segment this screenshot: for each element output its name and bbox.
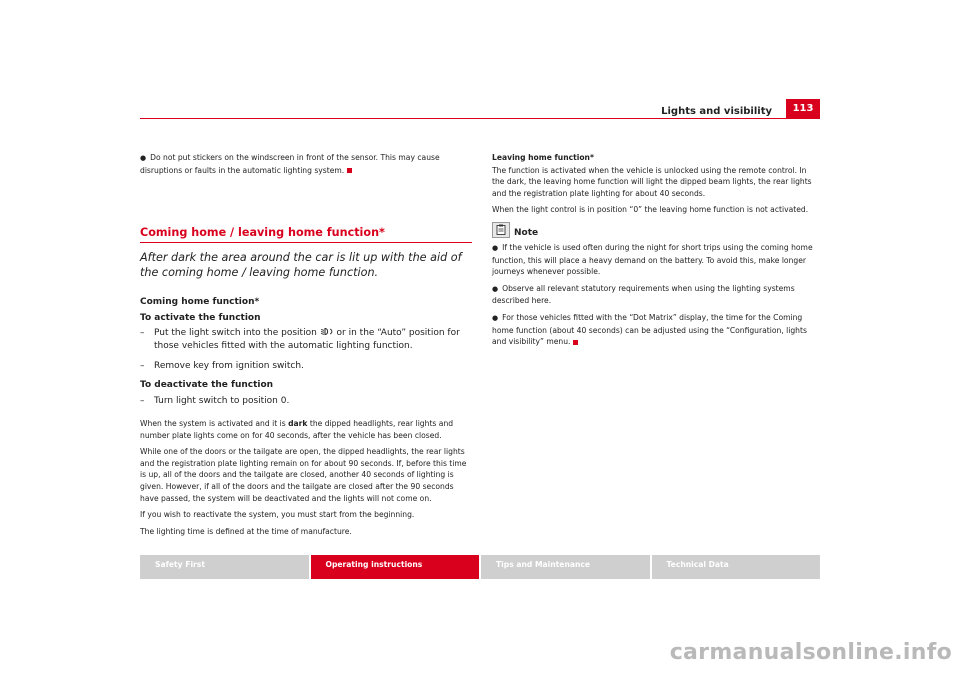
- note-item-1-text: If the vehicle is used often during the night for short trips using the coming home function, this will place a heavy demand on the battery. To avoid this, make longer journeys whenever possible.: [492, 242, 813, 277]
- note-item-3: [492, 312, 820, 348]
- activate-step-1: [140, 327, 472, 354]
- details-paragraph-4: The lighting time is defined at the time of manufacture.: [140, 526, 352, 536]
- section-end-icon: [347, 168, 352, 173]
- note-item-2-text: Observe all relevant statutory requirements when using the lighting systems described here.: [492, 283, 795, 306]
- note-item-1: [492, 242, 820, 278]
- activate-step-1-text-b: or in the “Auto” position for those vehicles fitted with the automatic lighting function.: [154, 328, 460, 352]
- left-column: [140, 152, 472, 542]
- details-paragraph-3: If you wish to reactivate the system, you must start from the beginning.: [140, 510, 415, 520]
- coming-home-title: Coming home function*: [140, 297, 260, 308]
- activate-step-1-text-a: Put the light switch into the position: [154, 328, 317, 338]
- leaving-home-paragraph-2: When the light control is in position “0” the leaving home function is not activated.: [492, 205, 809, 215]
- bullet-icon: ●: [492, 243, 499, 252]
- leaving-home-paragraph-1: The function is activated when the vehicle is unlocked using the remote control. In the dark, the leaving home function will light the dipped beam lights, the rear lights and the registration plate lighting for about 40 seconds.: [492, 165, 812, 198]
- activate-step-2: [140, 360, 472, 373]
- details-paragraph-1-b: the dipped headlights, rear lights and number plate lights come on for 40 seconds, after the vehicle has been closed.: [140, 419, 454, 440]
- tab-tips-and-maintenance[interactable]: Tips and Maintenance: [481, 555, 650, 579]
- tab-technical-data[interactable]: Technical Data: [652, 555, 821, 579]
- bullet-icon: ●: [492, 284, 499, 293]
- details-paragraph-1: [140, 418, 472, 441]
- deactivate-title: To deactivate the function: [140, 380, 274, 391]
- note-item-2: [492, 283, 820, 307]
- note-header: [492, 222, 820, 238]
- step-dash: –: [140, 328, 145, 338]
- note-item-3-text: For those vehicles fitted with the “Dot Matrix” display, the time for the Coming home function (about 40 seconds) can be adjusted using the “Configuration, lights and visibility” menu.: [492, 312, 807, 347]
- tab-operating-instructions[interactable]: Operating instructions: [311, 555, 480, 579]
- leaving-home-title: Leaving home function*: [492, 153, 594, 162]
- activate-step-2-text: Remove key from ignition switch.: [154, 360, 304, 371]
- section-end-icon: [573, 340, 578, 345]
- deactivate-step-1-text: Turn light switch to position 0.: [154, 395, 290, 406]
- coming-home-instructions: [140, 296, 472, 408]
- note-label: Note: [514, 227, 539, 238]
- page-number: 113: [786, 99, 820, 118]
- deactivate-step-1: [140, 395, 472, 408]
- dipped-beam-icon: [320, 327, 334, 336]
- details-paragraph-1-a: When the system is activated and it is: [140, 419, 289, 429]
- footer-nav: [140, 555, 820, 579]
- note-icon: [492, 222, 510, 238]
- activate-title: To activate the function: [140, 312, 261, 323]
- header-divider: [140, 118, 820, 119]
- sensor-note-text: Do not put stickers on the windscreen in front of the sensor. This may cause disruptions or faults in the automatic lighting system.: [140, 153, 440, 175]
- tab-safety-first[interactable]: Safety First: [140, 555, 309, 579]
- step-dash: –: [140, 395, 145, 406]
- section-title: Coming home / leaving home function*: [140, 226, 472, 243]
- coming-home-details: [140, 418, 472, 537]
- bullet-icon: ●: [492, 313, 499, 322]
- sensor-note: [140, 152, 472, 176]
- bullet-icon: ●: [140, 154, 147, 162]
- page-header-title: Lights and visibility: [661, 106, 772, 117]
- details-paragraph-2: While one of the doors or the tailgate are open, the dipped headlights, the rear lights and the registration plate lighting remain on for about 90 seconds. If, before this time is up, all of the doors and the tailgate are closed, another 40 seconds of lighting is given. However, if all of the doors and the tailgate are closed after the 90 seconds have passed, the system will be deactivated and the lights will not come on.: [140, 447, 467, 503]
- right-column: [492, 152, 820, 353]
- clipboard-icon: [495, 224, 507, 235]
- dark-emphasis: dark: [288, 419, 308, 429]
- section-intro: After dark the area around the car is lit up with the aid of the coming home / leaving home function.: [140, 251, 462, 280]
- watermark: carmanualsonline.info: [669, 640, 952, 665]
- step-dash: –: [140, 360, 145, 371]
